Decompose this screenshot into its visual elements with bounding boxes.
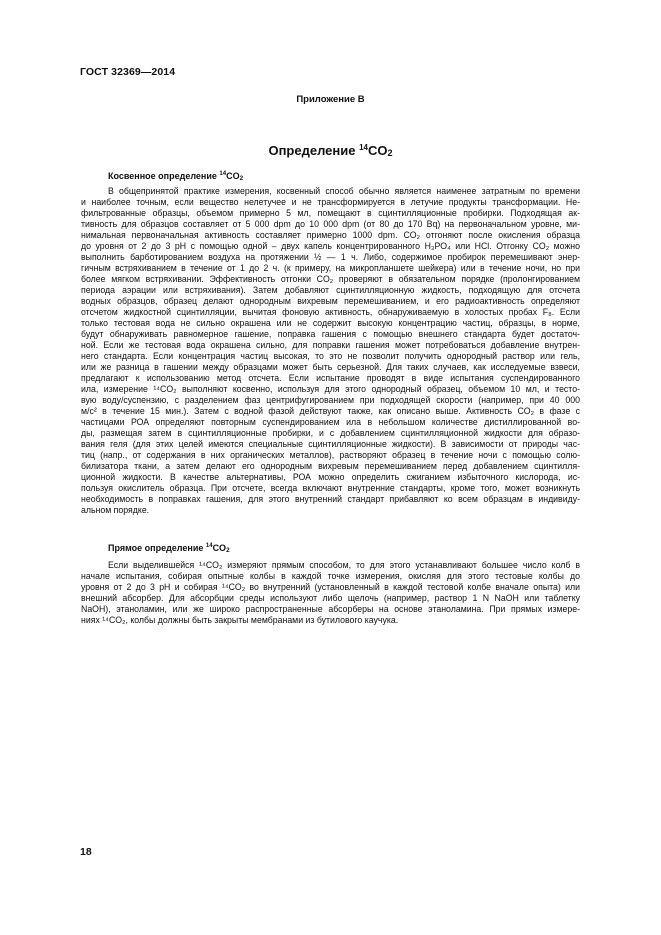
text-line: и наиболее точным, если вещество нелетучее и не трансформируется в летучие продукты трансформации. Не- bbox=[81, 197, 580, 207]
text-line: до уровня от 2 до 3 pH с помощью одной – двух капель концентрированного H₃PO₄ или HCl. Отгонку CO₂ можно bbox=[81, 241, 580, 251]
text-line: будут обнаруживать равномерное гашение, поправка гашения с помощью внешнего стандарта будет достаточ- bbox=[81, 329, 580, 339]
appendix-label: Приложение В bbox=[296, 94, 365, 105]
title-isotope: 14 bbox=[359, 143, 368, 152]
text-line: ниях ¹⁴CO₂, колбы должны быть закрыты мембранами из бутилового каучука. bbox=[81, 615, 399, 625]
text-line: ила, измерение ¹⁴CO₂ выполняют косвенно, используя для этого однородный образец, объемом 10 мл, и тесто- bbox=[81, 384, 580, 394]
text-line: выполнить барботированием воздуха на протяжении ½ — 1 ч. Либо, содержимое пробирок перемешивают энер- bbox=[81, 252, 580, 262]
standard-designation: ГОСТ 32369—2014 bbox=[80, 66, 176, 78]
text-line: Если выделившейся ¹⁴CO₂ измеряют прямым способом, то для этого устанавливают большее число колб в bbox=[108, 560, 580, 570]
text-line: нимальная первоначальная активность составляет примерно 1000 dpm. CO₂ отгоняют после окисления образца bbox=[81, 230, 580, 240]
text-line: уровня от 2 до 3 pH и собирая ¹⁴CO₂ во внутренний (установленный в каждой тестовой колбе вначале опыта) или bbox=[81, 582, 580, 592]
text-line: периода аэрации или встряхивания). Затем добавляют сцинтилляционную жидкость, подходящую для отсчета bbox=[81, 285, 580, 295]
text-line: отсчетом жидкостной сцинтилляции, вычитая фоновую активность, обнаруживаемую в холостых пробах F₈. Если bbox=[81, 307, 580, 317]
heading-indirect-prefix: Косвенное определение bbox=[108, 171, 220, 181]
text-line: тивность для образцов составляет от 5 000 dpm до 10 000 dpm (от 80 до 170 Bq) на первоначальном уровне, ми- bbox=[81, 219, 580, 229]
heading-direct-prefix: Прямое определение bbox=[108, 543, 206, 553]
heading-direct-subscript: 2 bbox=[226, 547, 230, 554]
text-line: альном порядке. bbox=[81, 505, 150, 515]
heading-direct-formula: CO bbox=[212, 543, 227, 553]
text-line: билизатора ткани, а затем делают его однородным вихревым перемешиванием перед добавлением сцинтилля- bbox=[81, 461, 580, 471]
heading-indirect-subscript: 2 bbox=[239, 175, 244, 182]
title-formula: CO bbox=[367, 143, 388, 158]
text-line: ционной жидкости. В качестве альтернативы, РОА можно определить сжиганием избыточного кислорода, ис- bbox=[81, 472, 580, 482]
text-line: необходимость в поправках гашения, для этого внутренний стандарт прибавляют ко всем образцам в индивиду- bbox=[81, 494, 580, 504]
page-number: 18 bbox=[80, 846, 92, 858]
text-line: частицами РОА определяют повторным суспендированием ила в небольшом количестве дистиллированной во- bbox=[81, 417, 580, 427]
text-line: него стандарта. Если концентрация частиц высокая, то это не позволит получить однородный раствор или гель, bbox=[81, 351, 580, 361]
text-line: тиц (напр., от содержания в них органических металлов), растворяют образец в течение ночи с помощью солю- bbox=[81, 450, 580, 460]
text-line: м/с² в течение 15 мин.). Затем с водной фазой действуют также, как описано выше. Активность CO₂ в фазе с bbox=[81, 406, 580, 416]
text-line: В общепринятой практике измерения, косвенный способ обычно является наименее затратным по времени bbox=[108, 186, 580, 196]
text-line: внешний абсорбер. Для абсорбции среды используют либо щелочь (например, раствор 1 N NaOH или таблетку bbox=[81, 593, 580, 603]
text-line: только тестовая вода не сильно окрашена или не содержит высокую концентрацию частиц, образцы, в норме, bbox=[81, 318, 580, 328]
heading-indirect bbox=[108, 171, 243, 182]
text-line: вую воду/суспензию, с разделением фаз центрифугированием при подходящей скорости (например, при 40 000 bbox=[81, 395, 580, 405]
text-line: или же разница в гашении между образцами может быть серьезной. Для таких случаев, как исследуемые взвеси, bbox=[81, 362, 580, 372]
paragraph-indirect bbox=[81, 186, 580, 516]
text-line: предлагают к использованию метод отсчета. Если испытание проводят в виде испытания суспендированного bbox=[81, 373, 580, 383]
text-line: вания геля (для этих целей имеются специальные сцинтилляционные жидкости). В зависимости от природы час- bbox=[81, 439, 580, 449]
section-title bbox=[0, 143, 661, 158]
text-line: NaOH), этаноламин, или же широко распространенные абсорберы на основе этаноламина. При прямых измере- bbox=[81, 604, 580, 614]
text-line: фильтрованные образцы, объемом примерно 5 мл, помещают в сцинтилляционные пробирки. Подходящая ак- bbox=[81, 208, 580, 218]
text-line: гичным встряхиванием в течение от 1 до 2 ч. (к примеру, на микропланшете шейкера) или в течение ночи, но при bbox=[81, 263, 580, 273]
text-line: более мягком встряхивании. Эффективность отгонки CO₂ проверяют в обязательном порядке (пролонгированием bbox=[81, 274, 580, 284]
text-line: ной. Если же тестовая вода окрашена сильно, для поправки гашения может потребоваться добавление внутрен- bbox=[81, 340, 580, 350]
text-line: водных образцов, образец делают однородным вихревым перемешиванием, и его радиоактивность определяют bbox=[81, 296, 580, 306]
heading-indirect-formula: CO bbox=[226, 171, 240, 181]
heading-direct bbox=[108, 543, 230, 554]
heading-indirect-isotope: 14 bbox=[219, 171, 227, 177]
heading-direct-isotope: 14 bbox=[205, 543, 213, 549]
paragraph-direct bbox=[81, 560, 580, 626]
title-prefix: Определение bbox=[268, 143, 360, 158]
text-line: пользуя окислитель образца. При отсчете, всегда включают внутренние стандарты, кроме того, может возникнуть bbox=[81, 483, 580, 493]
text-line: начале испытания, собирая опытные колбы в каждой точке измерения, окисляя для этого тестовые колбы до bbox=[81, 571, 580, 581]
title-subscript: 2 bbox=[387, 148, 393, 158]
text-line: ды, размещая затем в сцинтилляционные пробирки, и с добавлением сцинтилляционной жидкости для образо- bbox=[81, 428, 580, 438]
